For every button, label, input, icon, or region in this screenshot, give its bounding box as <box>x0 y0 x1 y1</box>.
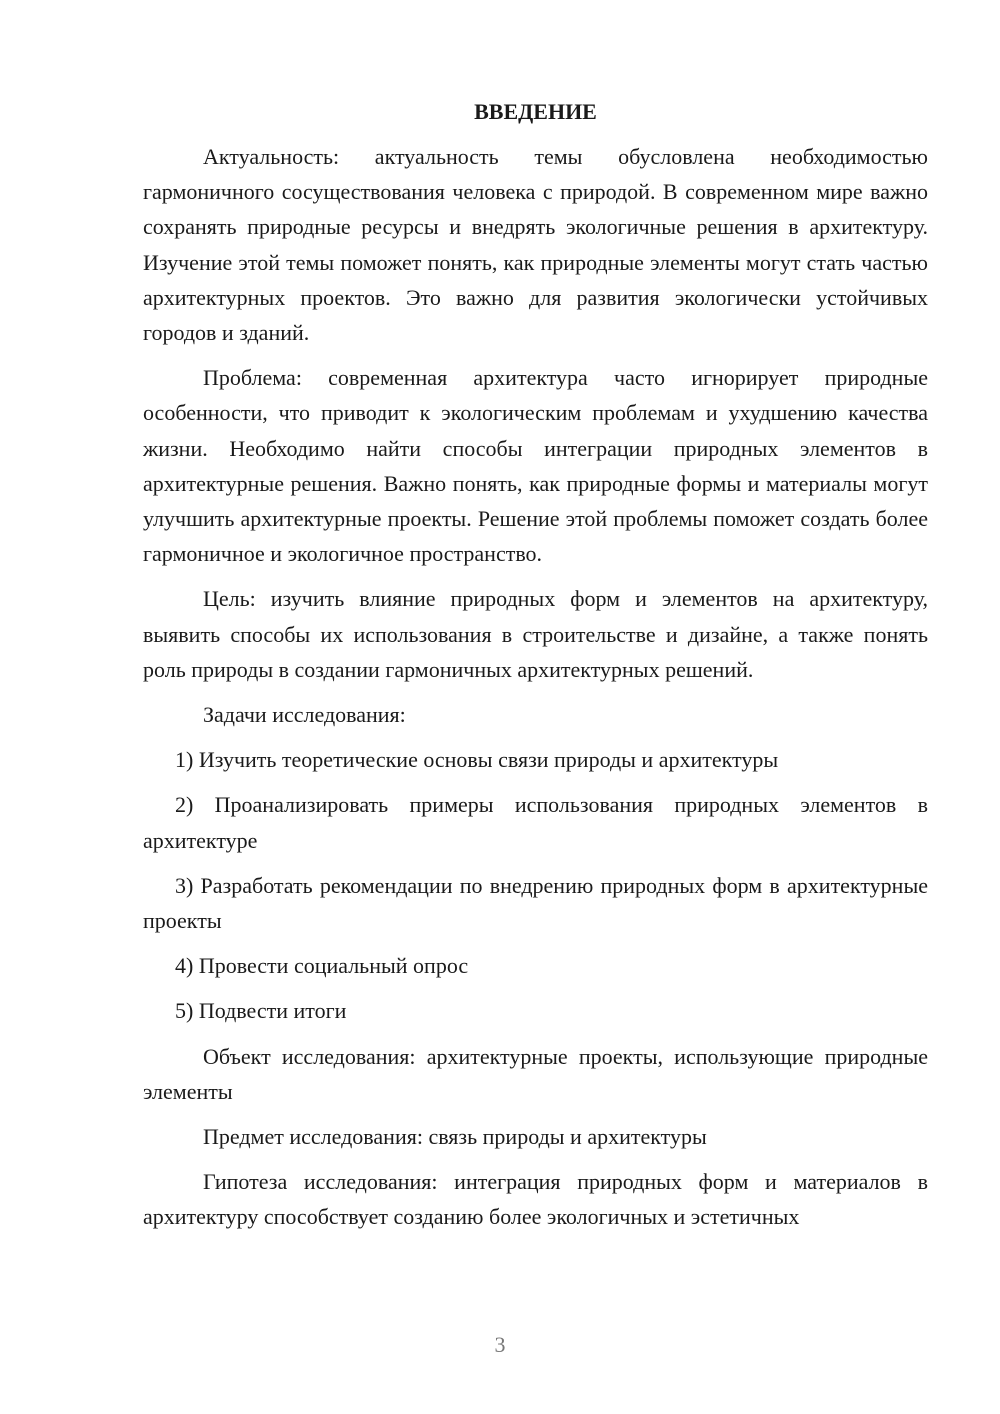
paragraph-hypothesis: Гипотеза исследования: интеграция природных форм и материалов в архитектуру способствует созданию более экологичных и эстетичных <box>143 1169 928 1230</box>
task-item: 5) Подвести итоги <box>175 998 347 1024</box>
document-page <box>143 94 928 1245</box>
task-item: 3) Разработать рекомендации по внедрению природных форм в архитектурные проекты <box>143 872 928 934</box>
page-number: 3 <box>494 1332 506 1357</box>
paragraph-object: Объект исследования: архитектурные проекты, использующие природные элементы <box>143 1043 928 1104</box>
paragraph-tasks-heading: Задачи исследования: <box>203 702 406 728</box>
paragraph-relevance: Актуальность: актуальность темы обусловлена необходимостью гармоничного сосуществования человека с природой. В современном мире важно сохранять природные ресурсы и внедрять экологичные решения в архитектуру. Изучение этой темы поможет понять, как природные элементы могут стать частью архитектурных проектов. Это важно для развития экологически устойчивых городов и зданий. <box>143 144 928 346</box>
task-item: 1) Изучить теоретические основы связи природы и архитектуры <box>175 747 779 773</box>
paragraph-goal: Цель: изучить влияние природных форм и элементов на архитектуру, выявить способы их использования в строительстве и дизайне, а также понять роль природы в создании гармоничных архитектурных решений. <box>143 586 928 682</box>
task-item: 4) Провести социальный опрос <box>175 953 469 979</box>
task-item: 2) Проанализировать примеры использования природных элементов в архитектуре <box>143 792 928 853</box>
paragraph-problem: Проблема: современная архитектура часто игнорирует природные особенности, что приводит к экологическим проблемам и ухудшению качества жизни. Необходимо найти способы интеграции природных элементов в архитектурные решения. Важно понять, как природные формы и материалы могут улучшить архитектурные проекты. Решение этой проблемы поможет создать более гармоничное и экологичное пространство. <box>143 365 928 567</box>
section-title: ВВЕДЕНИЕ <box>474 99 597 124</box>
paragraph-subject: Предмет исследования: связь природы и архитектуры <box>203 1124 707 1150</box>
